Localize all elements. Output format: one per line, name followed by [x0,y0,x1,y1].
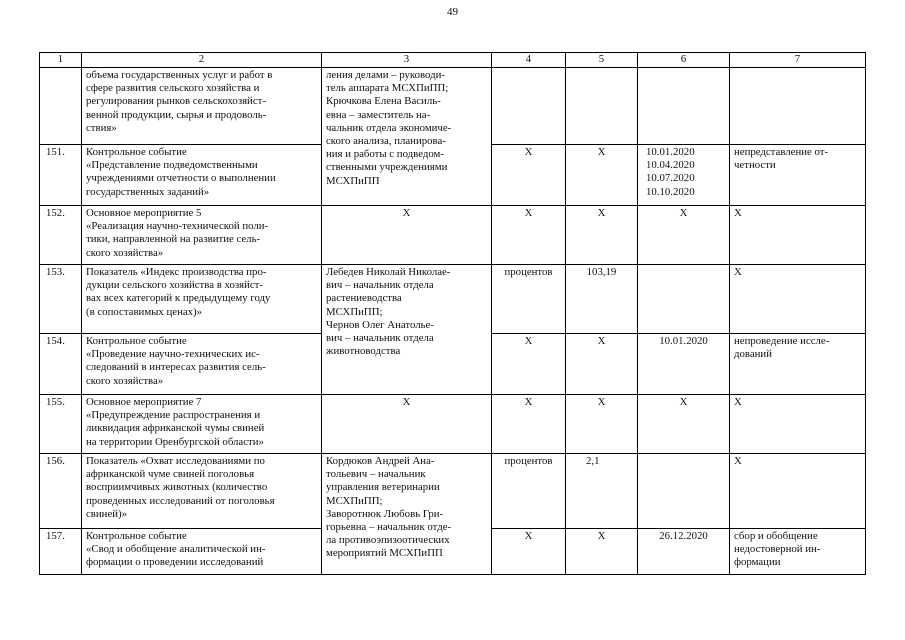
cell-unit: X [492,334,566,395]
cell-unit: процентов [492,454,566,529]
cell-note: X [730,206,866,265]
cell-note: непроведение иссле- дований [730,334,866,395]
header-cell: 6 [638,53,730,68]
cell-description: Показатель «Охват исследованиями по африканской чуме свиней поголовья восприимчивых животных (количество проведенных исследований от поголовья свиней)» [82,454,322,529]
cell-responsible: X [322,395,492,454]
cell-description: объема государственных услуг и работ в сфере развития сельского хозяйства и регулирования рынков сельскохозяйст- венной продукции, сырья и продоволь- ствия» [82,68,322,145]
cell-note: X [730,395,866,454]
cell-value: X [566,206,638,265]
cell-responsible: ления делами – руководи- тель аппарата МСХПиПП; Крючкова Елена Василь- евна – заместитель на- чальник отдела экономиче- ского анализа, планирова- ния и работы с подведом- ственными учреждениями МСХПиПП [322,68,492,206]
cell-description: Показатель «Индекс производства про- дукции сельского хозяйства в хозяйст- вах всех категорий к предыдущему году (в сопоставимых ценах)» [82,265,322,334]
cell-description: Контрольное событие «Представление подведомственными учреждениями отчетности о выполнении государственных заданий» [82,145,322,206]
cell-unit: X [492,395,566,454]
header-cell: 4 [492,53,566,68]
cell-value: X [566,395,638,454]
cell-date: X [638,206,730,265]
cell-number: 153. [40,265,82,334]
cell-description: Основное мероприятие 5 «Реализация научно-технической поли- тики, направленной на развитие сель- ского хозяйства» [82,206,322,265]
cell-unit: X [492,206,566,265]
cell-note: X [730,265,866,334]
header-cell: 2 [82,53,322,68]
header-cell: 7 [730,53,866,68]
cell-description: Основное мероприятие 7 «Предупреждение распространения и ликвидация африканской чумы свиней на территории Оренбургской области» [82,395,322,454]
plan-table [39,52,866,575]
cell-unit: X [492,145,566,206]
table-row [40,395,866,454]
cell-number: 154. [40,334,82,395]
cell-date: 10.01.2020 10.04.2020 10.07.2020 10.10.2020 [638,145,730,206]
cell-number: 157. [40,529,82,575]
header-cell: 3 [322,53,492,68]
cell-value: X [566,334,638,395]
cell-number: 152. [40,206,82,265]
table-row [40,265,866,334]
cell-number: 155. [40,395,82,454]
cell-note: X [730,454,866,529]
cell-unit: X [492,529,566,575]
cell-description: Контрольное событие «Проведение научно-технических ис- следований в интересах развития сель- ского хозяйства» [82,334,322,395]
header-cell: 1 [40,53,82,68]
cell-description: Контрольное событие «Свод и обобщение аналитической ин- формации о проведении исследований [82,529,322,575]
table-row [40,454,866,529]
cell-value: X [566,529,638,575]
page-number: 49 [447,6,458,18]
table-row [40,206,866,265]
cell-date: 10.01.2020 [638,334,730,395]
cell-date: X [638,395,730,454]
table-row [40,68,866,145]
cell-responsible: X [322,206,492,265]
header-row [40,53,866,68]
cell-note: непредставление от- четности [730,145,866,206]
cell-number: 151. [40,145,82,206]
cell-responsible: Кордюков Андрей Ана- тольевич – начальник управления ветеринарии МСХПиПП; Заворотнюк Любовь Гри- горьевна – начальник отде- ла противоэпизоотических мероприятий МСХПиПП [322,454,492,575]
cell-note: сбор и обобщение недостоверной ин- формации [730,529,866,575]
cell-date: 26.12.2020 [638,529,730,575]
cell-unit: процентов [492,265,566,334]
cell-value: X [566,145,638,206]
header-cell: 5 [566,53,638,68]
cell-number: 156. [40,454,82,529]
cell-value: 103,19 [566,265,638,334]
cell-responsible: Лебедев Николай Николае- вич – начальник отдела растениеводства МСХПиПП; Чернов Олег Анатолье- вич – начальник отдела животноводства [322,265,492,395]
cell-value: 2,1 [566,454,638,529]
